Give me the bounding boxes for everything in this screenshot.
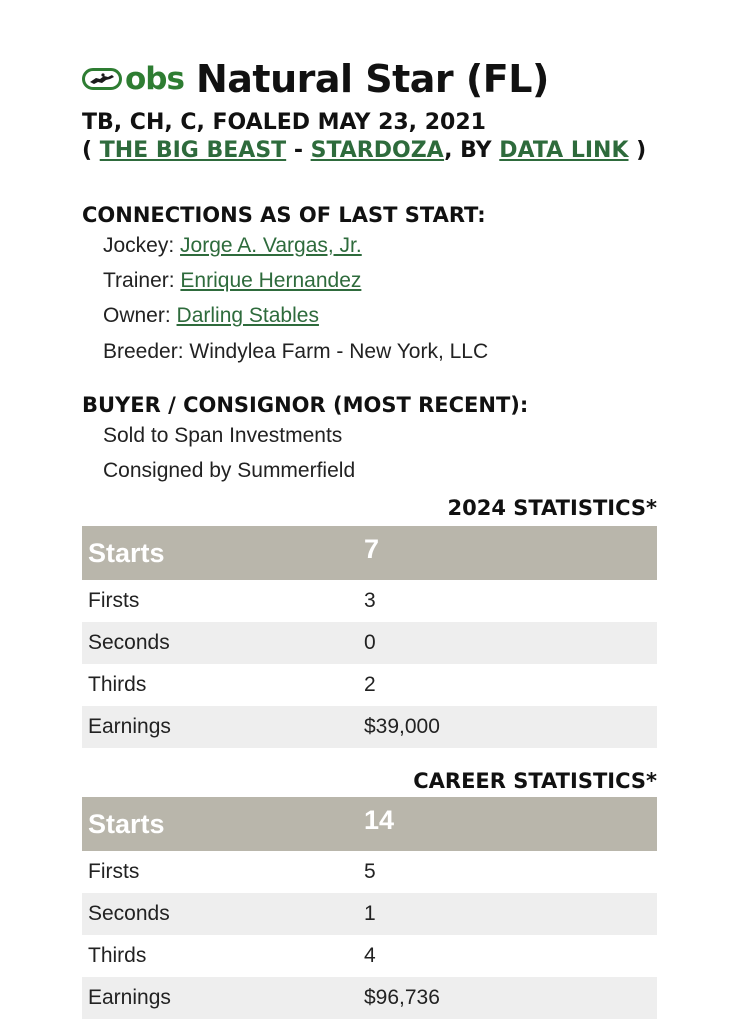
stats-2024-title: 2024 STATISTICS* <box>447 496 657 520</box>
stat-label: Firsts <box>88 860 140 883</box>
jockey-line <box>103 234 362 258</box>
trainer-label: Trainer: <box>103 269 181 292</box>
stats-2024-table <box>82 526 657 748</box>
owner-label: Owner: <box>103 304 177 327</box>
table-row <box>82 893 657 935</box>
stat-value: 3 <box>364 589 376 612</box>
stat-label: Thirds <box>88 673 147 696</box>
stat-value: 7 <box>364 533 380 564</box>
stat-label: Seconds <box>88 631 170 654</box>
table-row <box>82 706 657 748</box>
stat-label: Thirds <box>88 944 147 967</box>
trainer-line <box>103 269 361 293</box>
horse-description: TB, CH, C, FOALED MAY 23, 2021 <box>82 110 486 135</box>
table-row <box>82 797 657 851</box>
sire-link[interactable]: THE BIG BEAST <box>99 138 287 163</box>
logo-text: obs <box>125 61 184 97</box>
stat-value: $96,736 <box>364 986 440 1009</box>
trainer-link[interactable]: Enrique Hernandez <box>180 269 362 292</box>
horse-name: Natural Star (FL) <box>195 57 549 101</box>
stat-value: $39,000 <box>364 715 440 738</box>
jockey-link[interactable]: Jorge A. Vargas, Jr. <box>180 234 362 257</box>
stat-label: Seconds <box>88 902 170 925</box>
table-row <box>82 664 657 706</box>
stat-label: Earnings <box>88 715 171 738</box>
obs-logo[interactable] <box>82 61 184 97</box>
table-row <box>82 580 657 622</box>
owner-line <box>103 304 319 328</box>
stat-value: 0 <box>364 631 376 654</box>
table-row <box>82 526 657 580</box>
horse-and-jockey-icon <box>82 68 122 90</box>
open-paren: ( <box>82 138 100 163</box>
career-stats-title: CAREER STATISTICS* <box>413 769 657 793</box>
close-paren: ) <box>628 138 647 163</box>
stat-value: 1 <box>364 902 376 925</box>
pedigree-line <box>82 138 646 163</box>
by-text: , BY <box>444 138 500 163</box>
consigned-line: Consigned by Summerfield <box>103 459 356 482</box>
breeder-line: Breeder: Windylea Farm - New York, LLC <box>103 340 489 363</box>
dam-link[interactable]: STARDOZA <box>310 138 445 163</box>
stat-value: 4 <box>364 944 376 967</box>
sold-to-line: Sold to Span Investments <box>103 424 343 447</box>
stat-value: 5 <box>364 860 376 883</box>
damsire-link[interactable]: DATA LINK <box>499 138 629 163</box>
stat-value: 2 <box>364 673 376 696</box>
connections-heading: CONNECTIONS AS OF LAST START: <box>82 203 486 227</box>
title-row <box>82 54 549 104</box>
jockey-label: Jockey: <box>103 234 181 257</box>
career-stats-table <box>82 797 657 1019</box>
stat-label: Starts <box>88 537 165 568</box>
stat-label: Starts <box>88 808 165 839</box>
stat-label: Firsts <box>88 589 140 612</box>
table-row <box>82 935 657 977</box>
table-row <box>82 622 657 664</box>
buyer-heading: BUYER / CONSIGNOR (MOST RECENT): <box>82 393 529 417</box>
stat-value: 14 <box>364 804 395 835</box>
table-row <box>82 977 657 1019</box>
table-row <box>82 851 657 893</box>
owner-link[interactable]: Darling Stables <box>176 304 319 327</box>
pedigree-dash: - <box>286 138 311 163</box>
stat-label: Earnings <box>88 986 171 1009</box>
